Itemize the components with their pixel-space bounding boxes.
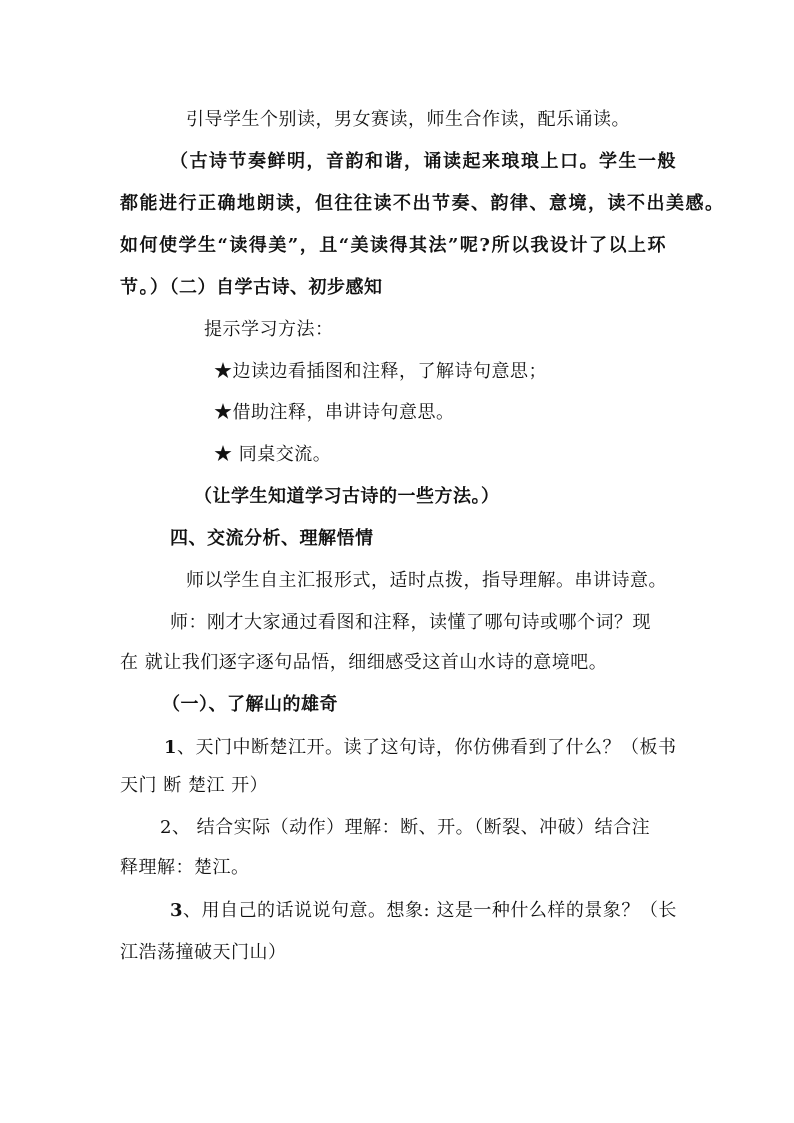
section-heading-four: 四、交流分析、理解悟情 — [170, 528, 374, 549]
question-3-number: 3 — [170, 900, 184, 921]
question-3-line-1 — [170, 899, 677, 923]
paragraph-note-line-3: 如何使学生“读得美”，且“美读得其法”呢?所以我设计了以上环 — [120, 235, 667, 256]
question-1-line-2: 天门 断 楚江 开） — [120, 775, 269, 796]
paragraph-note-line-4 — [120, 276, 383, 300]
question-1-text: 、天门中断楚江开。读了这句诗，你仿佛看到了什么？（板书 — [177, 737, 677, 758]
question-2-line-2: 释理解：楚江。 — [120, 857, 250, 878]
question-3-text: 、用自己的话说说句意。想象: 这是一种什么样的景象？（长 — [183, 900, 677, 921]
paragraph-teacher-speech-line-1: 师：刚才大家通过看图和注释，读懂了哪句诗或哪个词？现 — [170, 612, 651, 633]
question-2-line-1: 2、 结合实际（动作）理解：断、开。（断裂、冲破）结合注 — [160, 817, 651, 838]
paragraph-reading-methods: 引导学生个别读，男女赛读，师生合作读，配乐诵读。 — [186, 109, 630, 130]
question-1-line-1 — [164, 736, 677, 760]
subsection-heading-mountain: （一）、了解山的雄奇 — [162, 694, 338, 715]
paragraph-teacher-guide: 师以学生自主汇报形式，适时点拨，指导理解。串讲诗意。 — [186, 570, 667, 591]
question-3-line-2: 江浩荡撞破天门山） — [120, 942, 287, 963]
study-tip-1: ★边读边看插图和注释，了解诗句意思； — [214, 361, 547, 382]
note-end: 节。） — [120, 277, 170, 298]
section-heading-self-study: （二）自学古诗、初步感知 — [169, 277, 383, 298]
paragraph-note-line-1: （古诗节奏鲜明，音韵和谐，诵读起来琅琅上口。学生一般 — [170, 151, 677, 172]
study-tip-3: ★ 同桌交流。 — [214, 444, 332, 465]
study-tip-2: ★借助注释，串讲诗句意思。 — [214, 402, 455, 423]
study-method-label: 提示学习方法： — [204, 319, 334, 340]
paragraph-method-note: （让学生知道学习古诗的一些方法。） — [194, 486, 500, 507]
question-1-number: 1 — [164, 737, 178, 758]
paragraph-teacher-speech-line-2: 在 就让我们逐字逐句品悟，细细感受这首山水诗的意境吧。 — [120, 652, 608, 673]
paragraph-note-line-2: 都能进行正确地朗读，但往往读不出节奏、韵律、意境，读不出美感。 — [120, 193, 725, 214]
